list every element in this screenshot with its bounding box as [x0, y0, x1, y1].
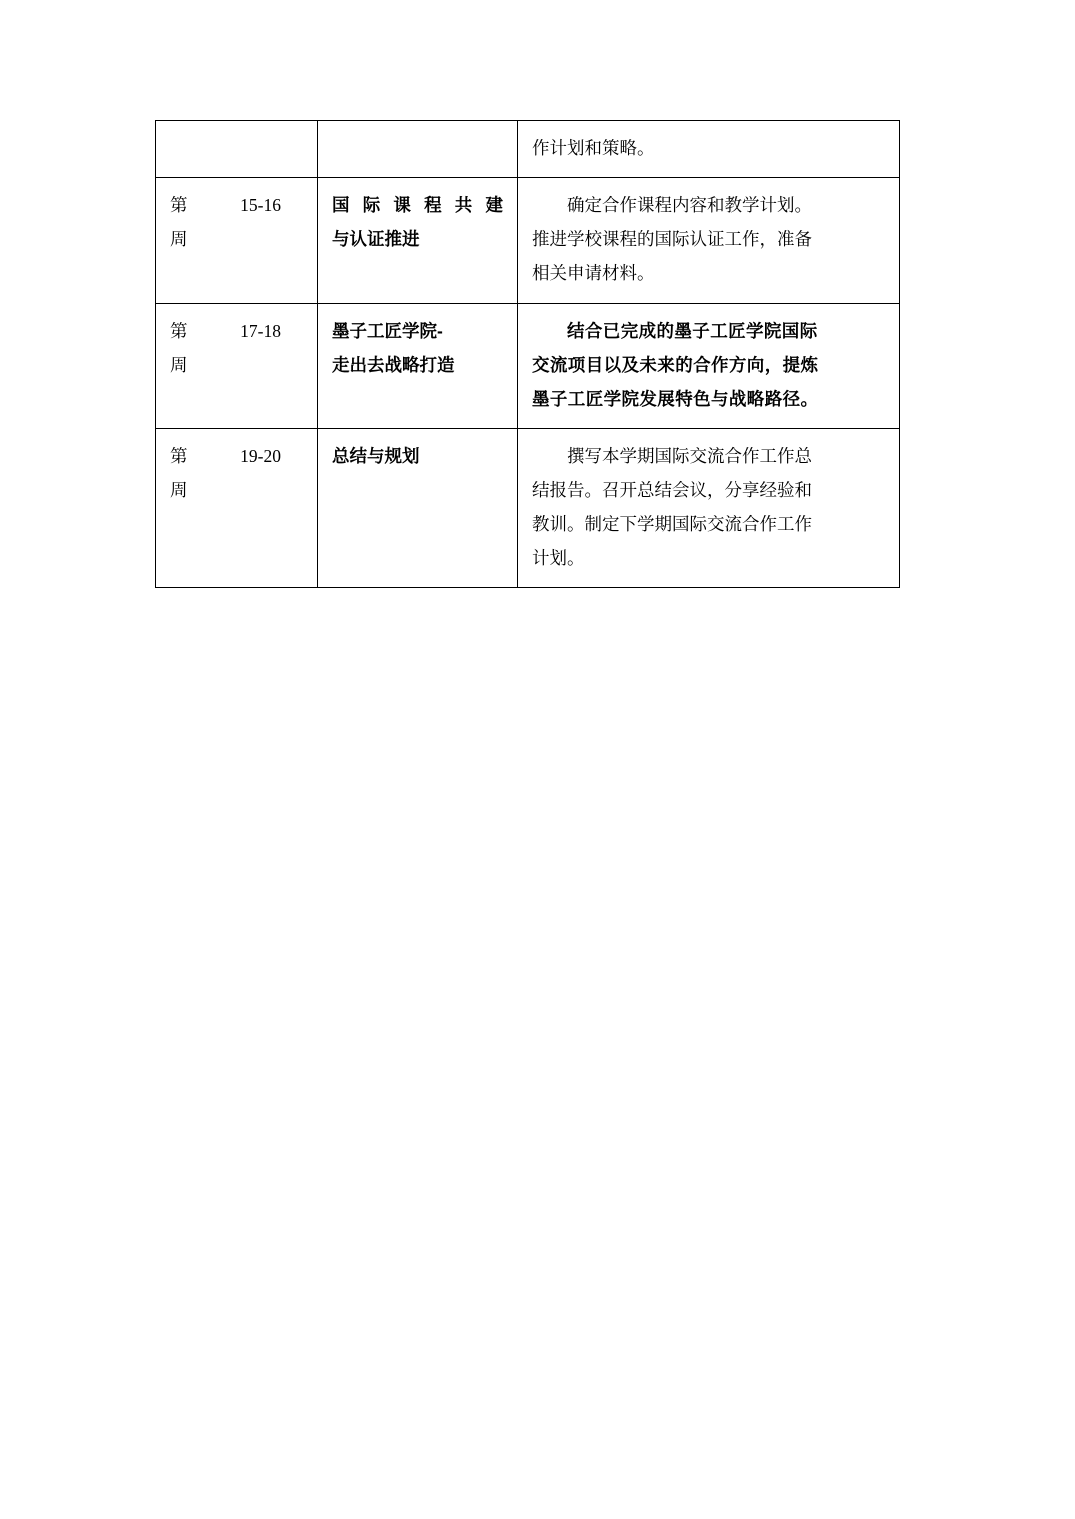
- week-cell: [156, 303, 318, 428]
- theme-cell: [318, 428, 518, 588]
- week-suffix: 周: [170, 229, 188, 250]
- theme-cell: [318, 121, 518, 178]
- work-plan-table: [155, 120, 900, 588]
- description-line: 作计划和策略。: [532, 138, 655, 158]
- description-cell: [518, 303, 900, 428]
- theme-line: 走出去战略打造: [332, 354, 455, 375]
- week-prefix: 第: [170, 195, 188, 216]
- theme-line: 国际课程共建: [332, 195, 503, 216]
- description-line: 计划。: [532, 548, 585, 569]
- theme-line: 墨子工匠学院-: [332, 320, 443, 341]
- week-cell: [156, 121, 318, 178]
- theme-cell: [318, 178, 518, 303]
- description-line: 确定合作课程内容和教学计划。: [567, 195, 812, 216]
- description-line: 相关申请材料。: [532, 263, 655, 284]
- description-line: 撰写本学期国际交流合作工作总: [567, 445, 812, 466]
- description-line: 墨子工匠学院发展特色与战略路径。: [532, 388, 819, 409]
- description-line: 推进学校课程的国际认证工作，准备: [532, 229, 812, 250]
- description-cell: [518, 121, 900, 178]
- week-range: 17-18: [240, 320, 281, 341]
- table-row: [156, 178, 900, 303]
- week-prefix: 第: [170, 320, 188, 341]
- week-prefix: 第: [170, 445, 188, 466]
- description-cell: [518, 178, 900, 303]
- week-suffix: 周: [170, 354, 188, 375]
- description-line: 教训。制定下学期国际交流合作工作: [532, 514, 812, 535]
- description-cell: [518, 428, 900, 588]
- week-range: 15-16: [240, 195, 281, 216]
- week-range: 19-20: [240, 445, 281, 466]
- theme-cell: [318, 303, 518, 428]
- theme-line: 与认证推进: [332, 229, 420, 250]
- table-row: [156, 428, 900, 588]
- theme-line: 总结与规划: [332, 445, 420, 466]
- table-row: [156, 303, 900, 428]
- description-line: 结合已完成的墨子工匠学院国际: [567, 320, 818, 341]
- description-line: 交流项目以及未来的合作方向，提炼: [532, 354, 819, 375]
- description-line: 结报告。召开总结会议，分享经验和: [532, 480, 812, 500]
- week-suffix: 周: [170, 480, 188, 500]
- week-cell: [156, 428, 318, 588]
- week-cell: [156, 178, 318, 303]
- table-row: [156, 121, 900, 178]
